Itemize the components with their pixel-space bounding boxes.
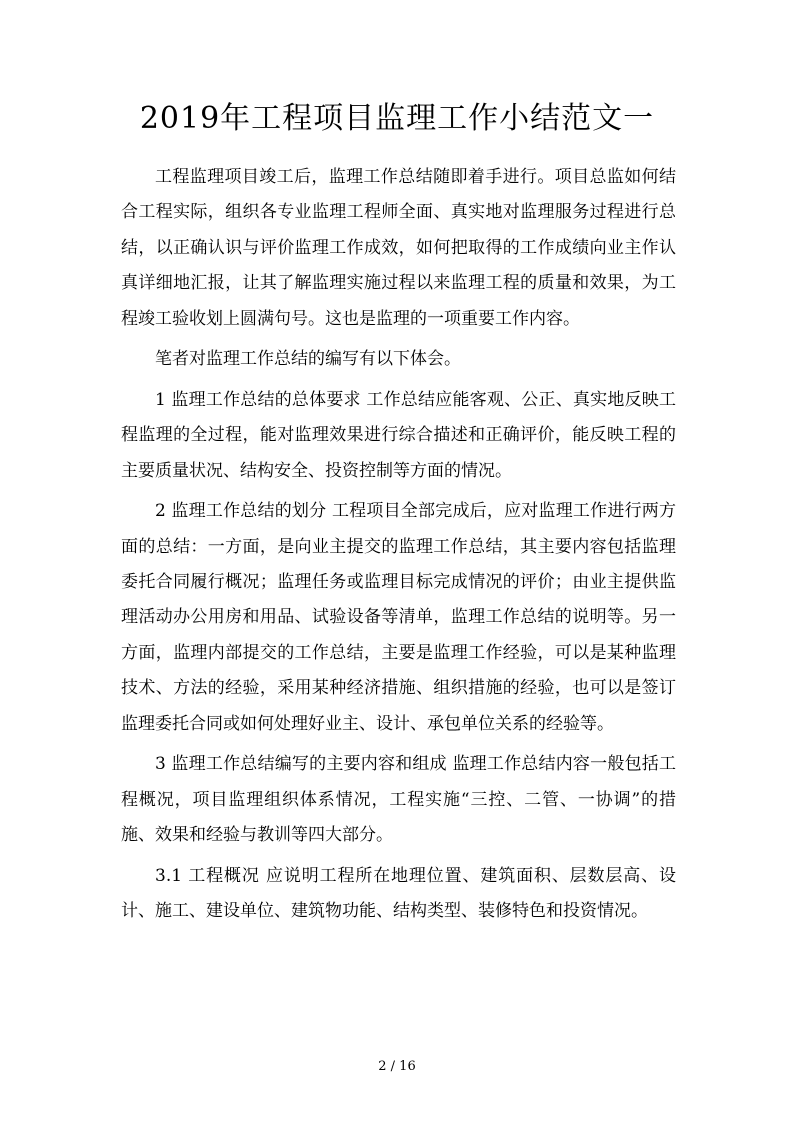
paragraph-section-2: 2 监理工作总结的划分 工程项目全部完成后，应对监理工作进行两方面的总结：一方面，是向业主提交的监理工作总结，其主要内容包括监理委托合同履行概况；监理任务或监理目标完成情况的评价；由业主提供监理活动办公用房和用品、试验设备等清单，监理工作总结的说明等。另一方面，监理内部提交的工作总结，主要是监理工作经验，可以是某种监理技术、方法的经验，采用某种经济措施、组织措施的经验，也可以是签订监理委托合同或如何处理好业主、设计、承包单位关系的经验等。 xyxy=(121,501,676,734)
page-number: 2 / 16 xyxy=(378,1059,416,1074)
paragraph-intro: 工程监理项目竣工后，监理工作总结随即着手进行。项目总监如何结合工程实际，组织各专业监理工程师全面、真实地对监理服务过程进行总结，以正确认识与评价监理工作成效，如何把取得的工作成绩向业主作认真详细地汇报，让其了解监理实施过程以来监理工程的质量和效果，为工程竣工验收划上圆满句号。这也是监理的一项重要工作内容。 xyxy=(121,167,676,329)
paragraph-section-3-1: 3.1 工程概况 应说明工程所在地理位置、建筑面积、层数层高、设计、施工、建设单位、建筑物功能、结构类型、装修特色和投资情况。 xyxy=(121,865,676,922)
document-body xyxy=(121,160,676,935)
paragraph-author-note: 笔者对监理工作总结的编写有以下体会。 xyxy=(155,349,461,370)
document-title: 2019年工程项目监理工作小结范文一 xyxy=(139,101,655,136)
paragraph-section-3: 3 监理工作总结编写的主要内容和组成 监理工作总结内容一般包括工程概况，项目监理组织体系情况，工程实施“三控、二管、一协调”的措施、效果和经验与教训等四大部分。 xyxy=(121,754,676,846)
paragraph-section-1: 1 监理工作总结的总体要求 工作总结应能客观、公正、真实地反映工程监理的全过程，能对监理效果进行综合描述和正确评价，能反映工程的主要质量状况、结构安全、投资控制等方面的情况。 xyxy=(121,389,676,481)
